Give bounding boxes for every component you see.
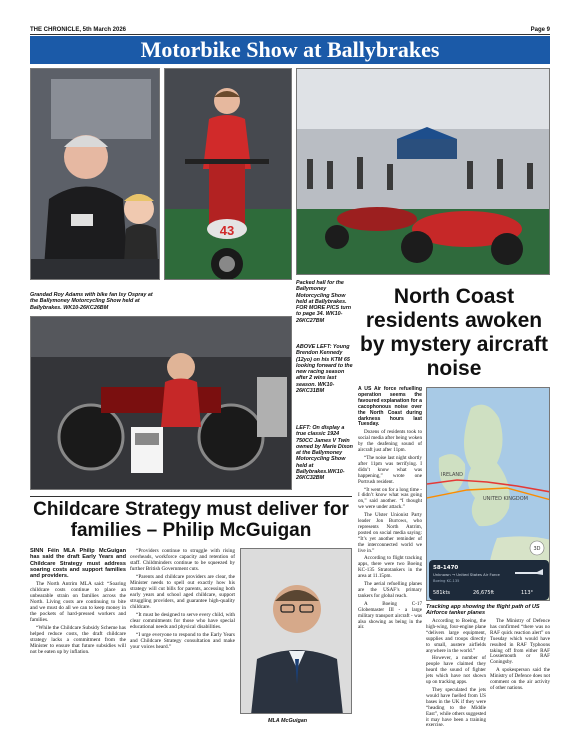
map-route: Unknown → United States Air Force [433, 572, 500, 577]
childcare-para: “Parents and childcare providers are clear, the Minister needs to spell out exactly how his strategy will cut bills for parents, accessing both early years and school aged childcare, support struggling providers, and guarantee high-quality childcare. [130, 574, 235, 610]
north-coast-lead: A US Air force refuelling operation seems the favoured explanation for a cacophonous noise over the North Coast during darkness hours last Tuesday. [358, 386, 422, 428]
map-heading: 113° [521, 590, 534, 596]
flight-map-image [427, 388, 550, 601]
bike-number: 43 [219, 223, 235, 238]
photo-classic-bikes-image [31, 317, 292, 490]
north-coast-para: According to flight tracking apps, there were two Boeing KC-135 Stratotankers in the area at 11.15pm. [358, 555, 422, 580]
caption-above-left: ABOVE LEFT: Young Brendon Kennedy (12yo) on his KTM 65 looking forward to the new racing season after 2 wins last season. WK10-26KC31BM [296, 344, 353, 395]
childcare-col1 [30, 548, 126, 657]
childcare-para: “While the Childcare Subsidy Scheme has helped reduce costs, the draft childcare strategy lacks a commitment from the Minister to ensure that future subsidies will not be eaten up by inflation. [30, 625, 126, 656]
north-coast-para: The Ministry of Defence has confirmed “there was no RAF quick reaction alert” on Tuesday which would have resulted in RAF Typhoons taking off from either RAF Lossiemouth or RAF Coningsby. [490, 618, 550, 666]
map-label-ireland: IRELAND [441, 472, 464, 478]
section-rule [30, 496, 352, 497]
flight-map [426, 387, 550, 601]
north-coast-para: They speculated the jets would have fuelled from US bases in the UK if they were “heading to the Middle East”, while others suggested it may have been a training exercise. [426, 686, 486, 729]
caption-left: LEFT: On display a true classic 1924 750CC James V Twin owned by Marie Dixon at the Ballymoney Motorcycling Show held at Ballybrakes.WK10-26KC32BM [296, 425, 353, 482]
childcare-para: “Providers continue to struggle with rising overheads, workforce capacity and retention of staff. Childminders continue to be squeezed by further British Government cuts. [130, 548, 235, 572]
page-number: Page 9 [530, 27, 550, 33]
photo-boy-bike-image [165, 69, 292, 280]
childcare-headline: Childcare Strategy must deliver for families – Philip McGuigan [33, 499, 349, 541]
photo-boy-bike [164, 68, 292, 280]
childcare-para: The North Antrim MLA said: “Soaring childcare costs continue to place an unbearable strain on families across the North. Living costs are continuing to bite and we must do all we can to keep money in the pockets of hard-pressed workers and families. [30, 581, 126, 624]
childcare-lead: SINN Féin MLA Philip McGuigan has said the draft Early Years and Childcare Strategy must address soaring costs and support families and providers. [30, 548, 126, 580]
north-coast-para: Dozens of residents took to social media after being woken by the deafening sound of aircraft just after 11pm. [358, 429, 422, 454]
photo-packed-hall [296, 68, 550, 275]
childcare-para: “I urge everyone to respond to the Early Years and Childcare Strategy consultation and make your voices heard.” [130, 632, 235, 650]
north-coast-para: A Boeing C-17 Globemaster III - a large military transport aircraft - was also showing as being in the air. [358, 600, 422, 631]
banner-title: Motorbike Show at Ballybrakes [30, 36, 550, 64]
childcare-para: “It must be designed to serve every child, with clear commitments for those who have special educational needs and physical disabilities. [130, 612, 235, 630]
north-coast-col2 [426, 619, 486, 731]
caption-grandad: Grandad Roy Adams with bike fan Isy Ospray at the Ballymoney Motorcycling Show held at Ballybrakes. WK10-26KC26BM [30, 292, 153, 311]
north-coast-para: The Ulster Unionist Party leader Jon Burrows, who represents North Antrim, posted on social media saying: “It’s yet another reminder of the interconnected world we live in.” [358, 512, 422, 554]
north-coast-para: According to Boeing, the high-wing, four-engine plane “delivers large equipment, supplies and troops directly to small, austere airfields anywhere in the world.” [426, 618, 486, 654]
issue-date: THE CHRONICLE, 5th March 2026 [30, 27, 127, 33]
map-speed: 581kts [433, 590, 451, 596]
caption-mla: MLA McGuigan [268, 718, 308, 724]
map-zoom-button: 3D [533, 546, 541, 552]
caption-packed-hall: Packed hall for the Ballymoney Motorcycling Show held at Ballybrakes. FOR MORE PICS turn to page 34. WK10-26KC27BM [296, 280, 352, 324]
map-aircraft: Boeing KC-135 [433, 579, 460, 583]
caption-map: Tracking app showing the flight path of US Airforce tanker planes [426, 604, 540, 617]
map-label-uk: UNITED KINGDOM [483, 496, 528, 502]
north-coast-para: “The noise last night shortly after 11pm was terrifying. I didn’t know what was happening,” wrote one Portrush resident. [358, 454, 422, 485]
north-coast-para: “It went on for a long time - I didn’t know what was going on,” said another. “I thought we were under attack.” [358, 486, 422, 511]
photo-grandad-image [31, 69, 160, 280]
childcare-col2 [130, 548, 235, 652]
north-coast-para: A spokesperson said the Ministry of Defence does not comment on the air activity of other nations. [490, 667, 550, 691]
photo-mla-image [241, 549, 352, 714]
header-rule [30, 34, 550, 35]
photo-grandad [30, 68, 160, 280]
map-altitude: 26,675ft [473, 590, 495, 596]
north-coast-col3 [490, 619, 550, 694]
north-coast-headline: North Coast residents awoken by mystery aircraft noise [360, 285, 548, 380]
photo-mla [240, 548, 352, 714]
photo-classic-bikes [30, 316, 292, 490]
map-flight-id: 58-1470 [433, 565, 459, 571]
north-coast-col1 [358, 387, 422, 633]
photo-packed-hall-image [297, 69, 550, 275]
north-coast-para: The aerial refuelling planes are the USAF’s primary tankers for global reach. [358, 581, 422, 599]
north-coast-para: However, a number of people have claimed they heard the sound of fighter jets which have not shown up on tracking apps. [426, 655, 486, 686]
